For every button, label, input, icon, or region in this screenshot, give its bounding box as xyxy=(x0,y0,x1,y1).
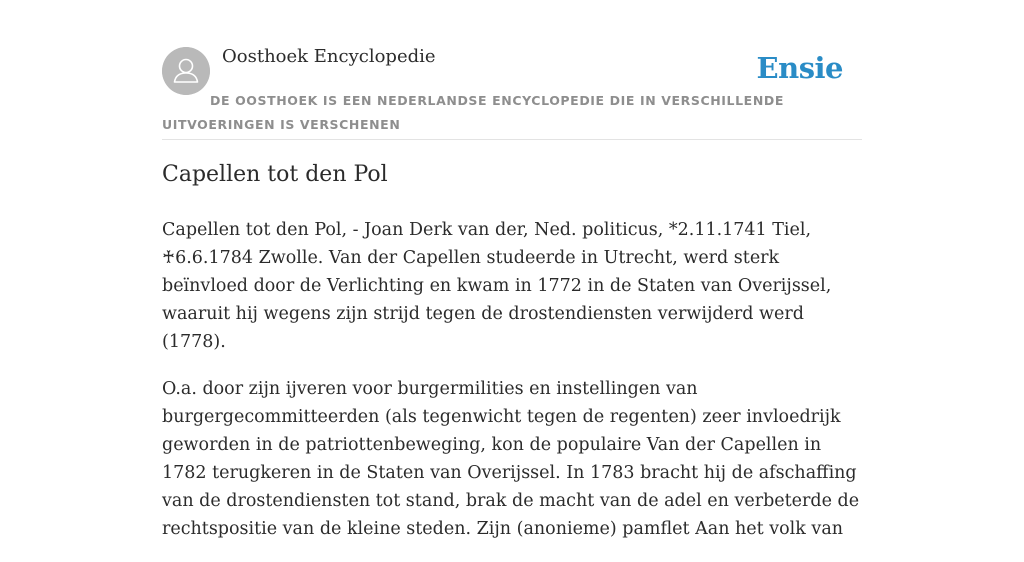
article-paragraph: Capellen tot den Pol, - Joan Derk van der, Ned. politicus, *2.11.1741 Tiel, ♰6.6.1784 Zwolle. Van der Capellen studeerde in Utrecht, werd sterk beïnvloed door de Verlichting en kwam in 1772 in de Staten van Overijssel, waaruit hij wegens zijn strijd tegen de drostendiensten verwijderd werd (1778). xyxy=(162,220,832,352)
article-paragraph: O.a. door zijn ijveren voor burgermilities en instellingen van burgergecommitteerden (als tegenwicht tegen de regenten) zeer invloedrijk geworden in de patriottenbeweging, kon de populaire Van der Capellen in 1782 terugkeren in de Staten van Overijssel. In 1783 bracht hij de afschaffing van de drostendiensten tot stand, brak de macht van de adel en verbeterde de rechtspositie van de kleine steden. Zijn (anonieme) pamflet Aan het volk van xyxy=(162,379,860,539)
article-title: Capellen tot den Pol xyxy=(162,162,388,187)
brand-logo[interactable]: Ensie xyxy=(756,51,843,85)
publication-tagline: DE OOSTHOEK IS EEN NEDERLANDSE ENCYCLOPEDIE DIE IN VERSCHILLENDE UITVOERINGEN IS VERSCHENEN xyxy=(162,93,784,132)
page-container xyxy=(162,0,862,539)
article-body xyxy=(162,216,862,562)
site-header xyxy=(162,0,862,140)
user-icon[interactable] xyxy=(162,47,210,95)
publication-name[interactable]: Oosthoek Encyclopedie xyxy=(222,46,436,67)
